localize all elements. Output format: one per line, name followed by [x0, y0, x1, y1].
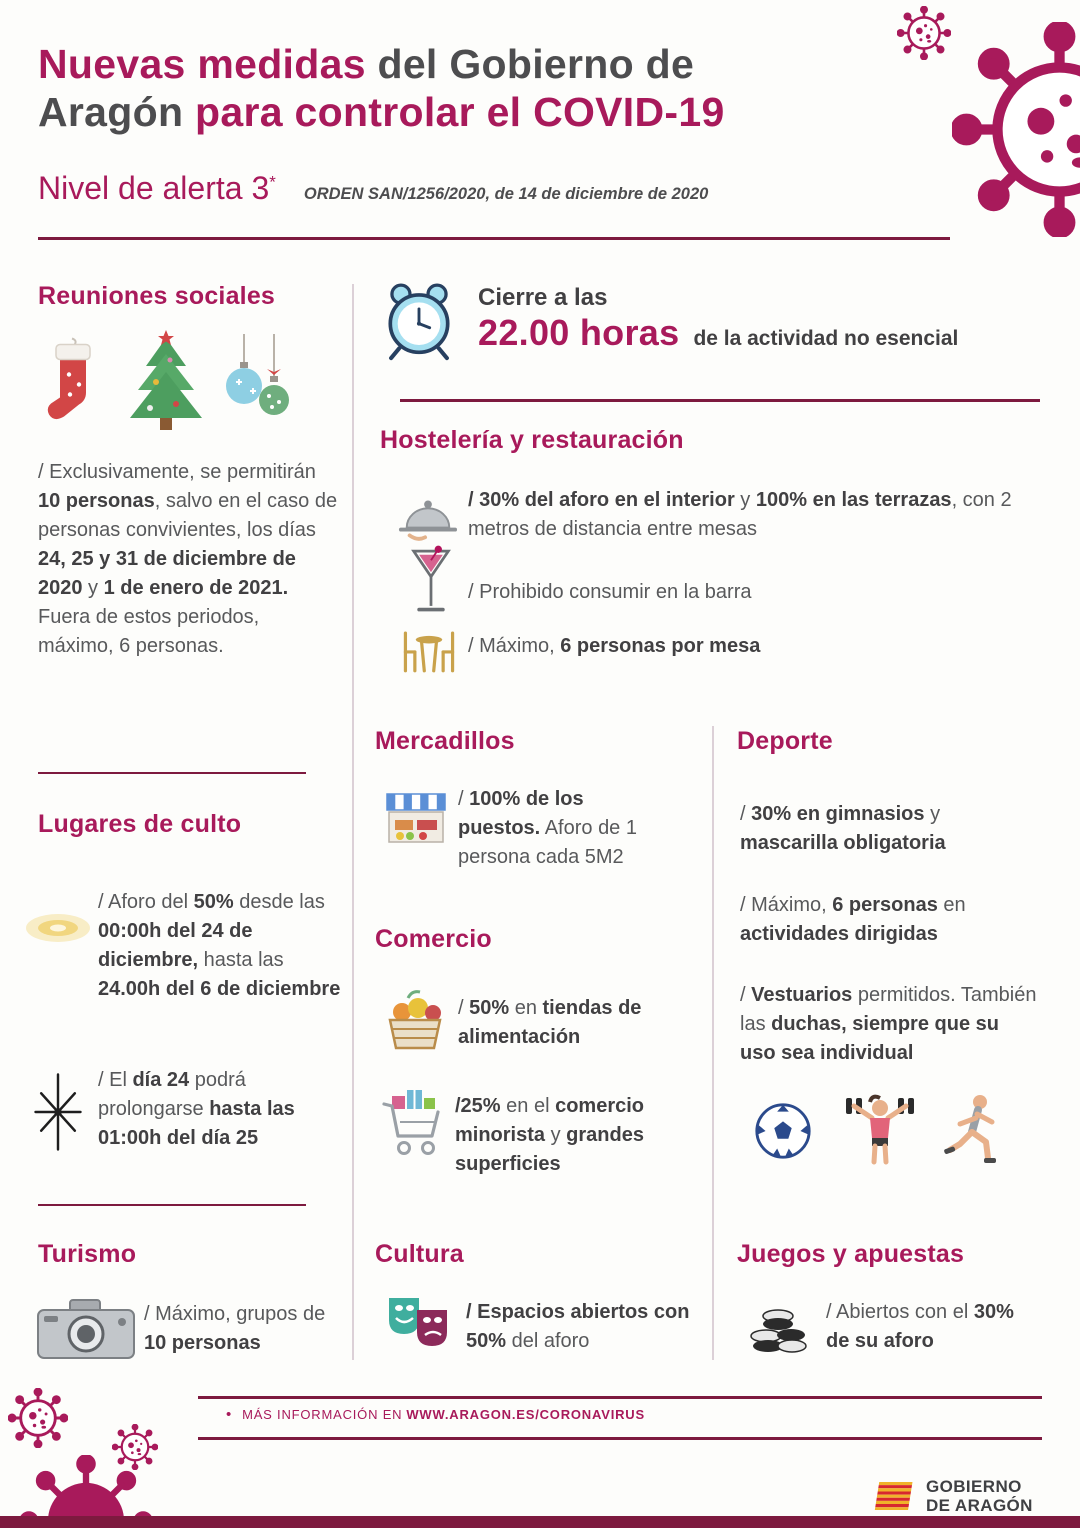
shopping-cart-icon	[376, 1086, 450, 1166]
runner-icon	[942, 1092, 1008, 1170]
section-divider	[38, 772, 306, 774]
title-line-1: Nuevas medidas del Gobierno de	[38, 41, 695, 87]
column-divider	[352, 284, 354, 1360]
closure-row	[478, 312, 958, 354]
hosteleria-item-1: / 30% del aforo en el interior y 100% en las terrazas, con 2 metros de distancia entre mesas	[468, 489, 1012, 540]
juegos-heading: Juegos y apuestas	[737, 1240, 965, 1268]
hosteleria-item-2: / Prohibido consumir en la barra	[468, 581, 752, 603]
culto-item-1: / Aforo del 50% desde las 00:00h del 24 de diciembre, hasta las 24.00h del 6 de diciembre	[98, 891, 341, 1000]
gobierno-aragon-logo	[874, 1477, 1033, 1515]
camera-icon	[36, 1294, 136, 1362]
reuniones-body: / Exclusivamente, se permitirán 10 personas, salvo en el caso de personas convivientes, los días 24, 25 y 31 de diciembre de 2020 y 1 de enero de 2021. Fuera de estos periodos, máximo, 6 personas.	[38, 461, 338, 657]
stocking-icon	[42, 336, 102, 432]
candle-glow-icon	[22, 900, 94, 950]
closure-tail: de la actividad no esencial	[693, 327, 959, 350]
deporte-item-1: / 30% en gimnasios y mascarilla obligatoria	[740, 803, 946, 854]
sparkle-star-icon	[28, 1072, 88, 1152]
hosteleria-heading: Hostelería y restauración	[380, 426, 684, 454]
footer-info-url: WWW.ARAGON.ES/CORONAVIRUS	[406, 1407, 645, 1422]
footer-divider-top	[198, 1396, 1042, 1399]
alert-level: Nivel de alerta 3*	[38, 170, 276, 206]
table-chairs-icon	[396, 627, 462, 675]
bullet-icon: •	[226, 1406, 233, 1423]
serving-dish-icon	[398, 492, 458, 542]
weightlifter-icon	[842, 1090, 918, 1166]
mercadillos-item: / 100% de los puestos. Aforo de 1 persona cada 5M2	[458, 788, 637, 868]
logo-text	[926, 1477, 1033, 1515]
turismo-item: / Máximo, grupos de 10 personas	[144, 1303, 326, 1354]
cocktail-icon	[410, 545, 452, 623]
grocery-basket-icon	[378, 986, 452, 1054]
turismo-heading: Turismo	[38, 1240, 137, 1268]
baubles-icon	[224, 334, 296, 430]
reuniones-heading: Reuniones sociales	[38, 282, 276, 310]
deporte-item-2: / Máximo, 6 personas en actividades dirigidas	[740, 894, 966, 945]
footer-divider-bottom	[198, 1437, 1042, 1440]
cultura-heading: Cultura	[375, 1240, 464, 1268]
logo-line-1: GOBIERNO	[926, 1477, 1022, 1496]
christmas-tree-icon	[118, 330, 214, 434]
alarm-clock-icon	[378, 280, 460, 364]
culto-item-2: / El día 24 podrá prolongarse hasta las 01:00h del día 25	[98, 1069, 295, 1149]
cultura-item: / Espacios abiertos con 50% del aforo	[466, 1301, 690, 1352]
mercadillos-heading: Mercadillos	[375, 727, 515, 755]
soccer-ball-icon	[752, 1100, 814, 1162]
logo-line-2: DE ARAGÓN	[926, 1496, 1033, 1516]
comercio-item-1: / 50% en tiendas de alimentación	[458, 997, 642, 1048]
alert-row	[38, 170, 958, 207]
deporte-item-3: / Vestuarios permitidos. También las duchas, siempre que su uso sea individual	[740, 984, 1037, 1064]
market-stall-icon	[383, 788, 449, 850]
footer-info	[226, 1406, 645, 1423]
virus-icon	[952, 22, 1080, 237]
poker-chips-icon	[746, 1288, 810, 1358]
section-divider	[400, 399, 1040, 402]
hosteleria-item-3: / Máximo, 6 personas por mesa	[468, 635, 761, 657]
column-divider	[712, 726, 714, 1360]
header-divider	[38, 237, 950, 240]
footer-info-text: MÁS INFORMACIÓN EN	[242, 1407, 403, 1422]
culto-heading: Lugares de culto	[38, 810, 242, 838]
juegos-item: / Abiertos con el 30% de su aforo	[826, 1301, 1014, 1352]
closure-lead: Cierre a las	[478, 284, 608, 311]
theater-masks-icon	[383, 1292, 457, 1354]
virus-icon	[8, 1388, 68, 1448]
section-divider	[38, 1204, 306, 1206]
title-line-2: Aragón para controlar el COVID-19	[38, 89, 725, 136]
page-title	[38, 40, 725, 137]
alert-asterisk: *	[269, 172, 276, 192]
comercio-item-2: /25% en el comercio minorista y grandes superficies	[455, 1095, 645, 1175]
aragon-flag-icon	[874, 1480, 916, 1512]
order-note: ORDEN SAN/1256/2020, de 14 de diciembre de 2020	[303, 185, 709, 203]
virus-icon	[897, 6, 951, 60]
bottom-bar	[0, 1516, 1080, 1528]
closure-time: 22.00 horas	[478, 312, 680, 353]
deporte-heading: Deporte	[737, 727, 833, 755]
comercio-heading: Comercio	[375, 925, 492, 953]
